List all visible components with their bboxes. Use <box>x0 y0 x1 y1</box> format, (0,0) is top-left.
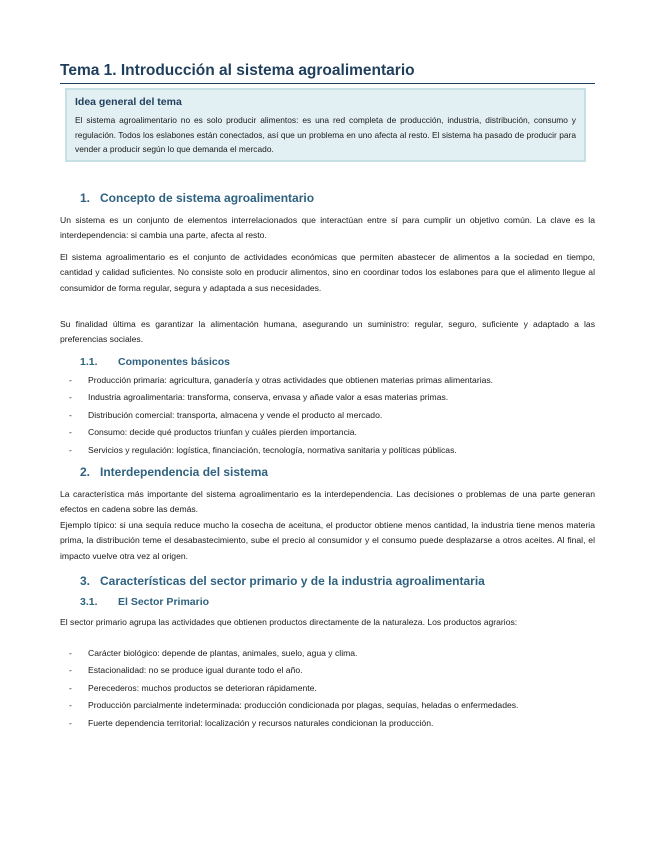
subsection-1-1-title: Componentes básicos <box>118 356 231 368</box>
section-3-heading <box>80 574 485 588</box>
list-item <box>60 408 595 423</box>
list-item-text: Consumo: decide qué productos triunfan y cuáles pierden importancia. <box>88 427 357 438</box>
list-item <box>60 681 595 696</box>
section-1-paragraph: Un sistema es un conjunto de elementos interrelacionados que interactúan entre sí para cumplir un objetivo común. La clave es la interdependencia: si cambia una parte, afecta al resto. <box>60 215 595 241</box>
section-1-paragraph: Su finalidad última es garantizar la alimentación humana, asegurando un suministro: regular, seguro, suficiente y adaptado a las preferencias sociales. <box>60 319 595 345</box>
subsection-3-1-number: 3.1. <box>80 596 98 608</box>
section-2-number: 2. <box>80 465 91 479</box>
list-marker: - <box>69 444 72 455</box>
summary-box-heading: Idea general del tema <box>75 96 182 108</box>
section-2-title: Interdependencia del sistema <box>100 465 269 479</box>
list-item-text: Perecederos: muchos productos se deterioran rápidamente. <box>88 682 317 693</box>
list-item <box>60 646 595 661</box>
section-2-heading <box>80 465 268 479</box>
section-1-number: 1. <box>80 191 91 205</box>
list-marker: - <box>69 717 72 728</box>
list-marker: - <box>69 409 72 420</box>
page-title: Tema 1. Introducción al sistema agroalimentario <box>60 62 595 84</box>
list-item <box>60 698 595 713</box>
list-marker: - <box>69 648 72 658</box>
list-item-text: Distribución comercial: transporta, almacena y vende el producto al mercado. <box>88 409 383 420</box>
list-item <box>60 443 595 458</box>
list-item-text: Carácter biológico: depende de plantas, animales, suelo, agua y clima. <box>88 648 358 658</box>
list-marker: - <box>69 665 72 676</box>
list-item-text: Estacionalidad: no se produce igual durante todo el año. <box>88 665 303 676</box>
list-item <box>60 425 595 440</box>
section-3-intro: El sector primario agrupa las actividades que obtienen productos directamente de la naturaleza. Los productos agrarios: <box>60 617 518 627</box>
section-2-paragraph: Ejemplo típico: si una sequía reduce mucho la cosecha de aceituna, el productor obtiene menos cantidad, la industria tiene menos materia prima, la distribución teme el desabastecimiento, sube el precio al consumidor y el consumo puede desplazarse a otros aceites. Al final, el impacto vuelve otra vez al origen. <box>60 520 595 561</box>
subsection-3-1-heading <box>80 596 209 609</box>
section-1-paragraph: El sistema agroalimentario es el conjunto de actividades económicas que permiten abastecer de alimentos a la sociedad en tiempo, cantidad y calidad suficientes. No consiste solo en producir alimentos, sino en coordinar todos los eslabones para que el alimento llegue al consumidor de forma regular, segura y adaptada a sus necesidades. <box>60 252 595 293</box>
list-marker: - <box>69 682 72 693</box>
section-1-title: Concepto de sistema agroalimentario <box>100 191 315 205</box>
list-marker: - <box>69 700 72 711</box>
subsection-1-1-heading <box>80 356 230 369</box>
section-3-number: 3. <box>80 574 91 588</box>
list-item-text: Servicios y regulación: logística, financiación, tecnología, normativa sanitaria y políticas públicas. <box>88 444 457 455</box>
list-item-text: Producción parcialmente indeterminada: producción condicionada por plagas, sequías, heladas o enfermedades. <box>88 700 519 711</box>
list-item <box>60 716 595 731</box>
section-1-heading <box>80 191 314 205</box>
list-marker: - <box>69 392 72 403</box>
components-list <box>60 373 595 460</box>
list-item-text: Producción primaria: agricultura, ganadería y otras actividades que obtienen materias primas alimentarias. <box>88 375 494 385</box>
list-item-text: Industria agroalimentaria: transforma, conserva, envasa y añade valor a esas materias primas. <box>88 392 449 403</box>
list-item <box>60 663 595 678</box>
list-marker: - <box>69 427 72 438</box>
section-3-title: Características del sector primario y de la industria agroalimentaria <box>100 574 485 588</box>
subsection-1-1-number: 1.1. <box>80 356 98 368</box>
section-2-paragraph: La característica más importante del sistema agroalimentario es la interdependencia. Las decisiones o problemas de una parte generan efectos en cadena sobre las demás. <box>60 489 595 515</box>
list-item <box>60 373 595 388</box>
summary-box-text: El sistema agroalimentario no es solo producir alimentos: es una red completa de producción, industria, distribución, consumo y regulación. Todos los eslabones están conectados, así que un problema en uno afecta al resto. El sistema ha pasado de producir para vender a producir según lo que demanda el mercado. <box>75 115 576 155</box>
summary-box <box>65 88 586 162</box>
subsection-3-1-title: El Sector Primario <box>118 596 210 608</box>
list-item <box>60 390 595 405</box>
primary-sector-list <box>60 646 595 733</box>
list-item-text: Fuerte dependencia territorial: localización y recursos naturales condicionan la producción. <box>88 717 434 728</box>
list-marker: - <box>69 375 72 385</box>
